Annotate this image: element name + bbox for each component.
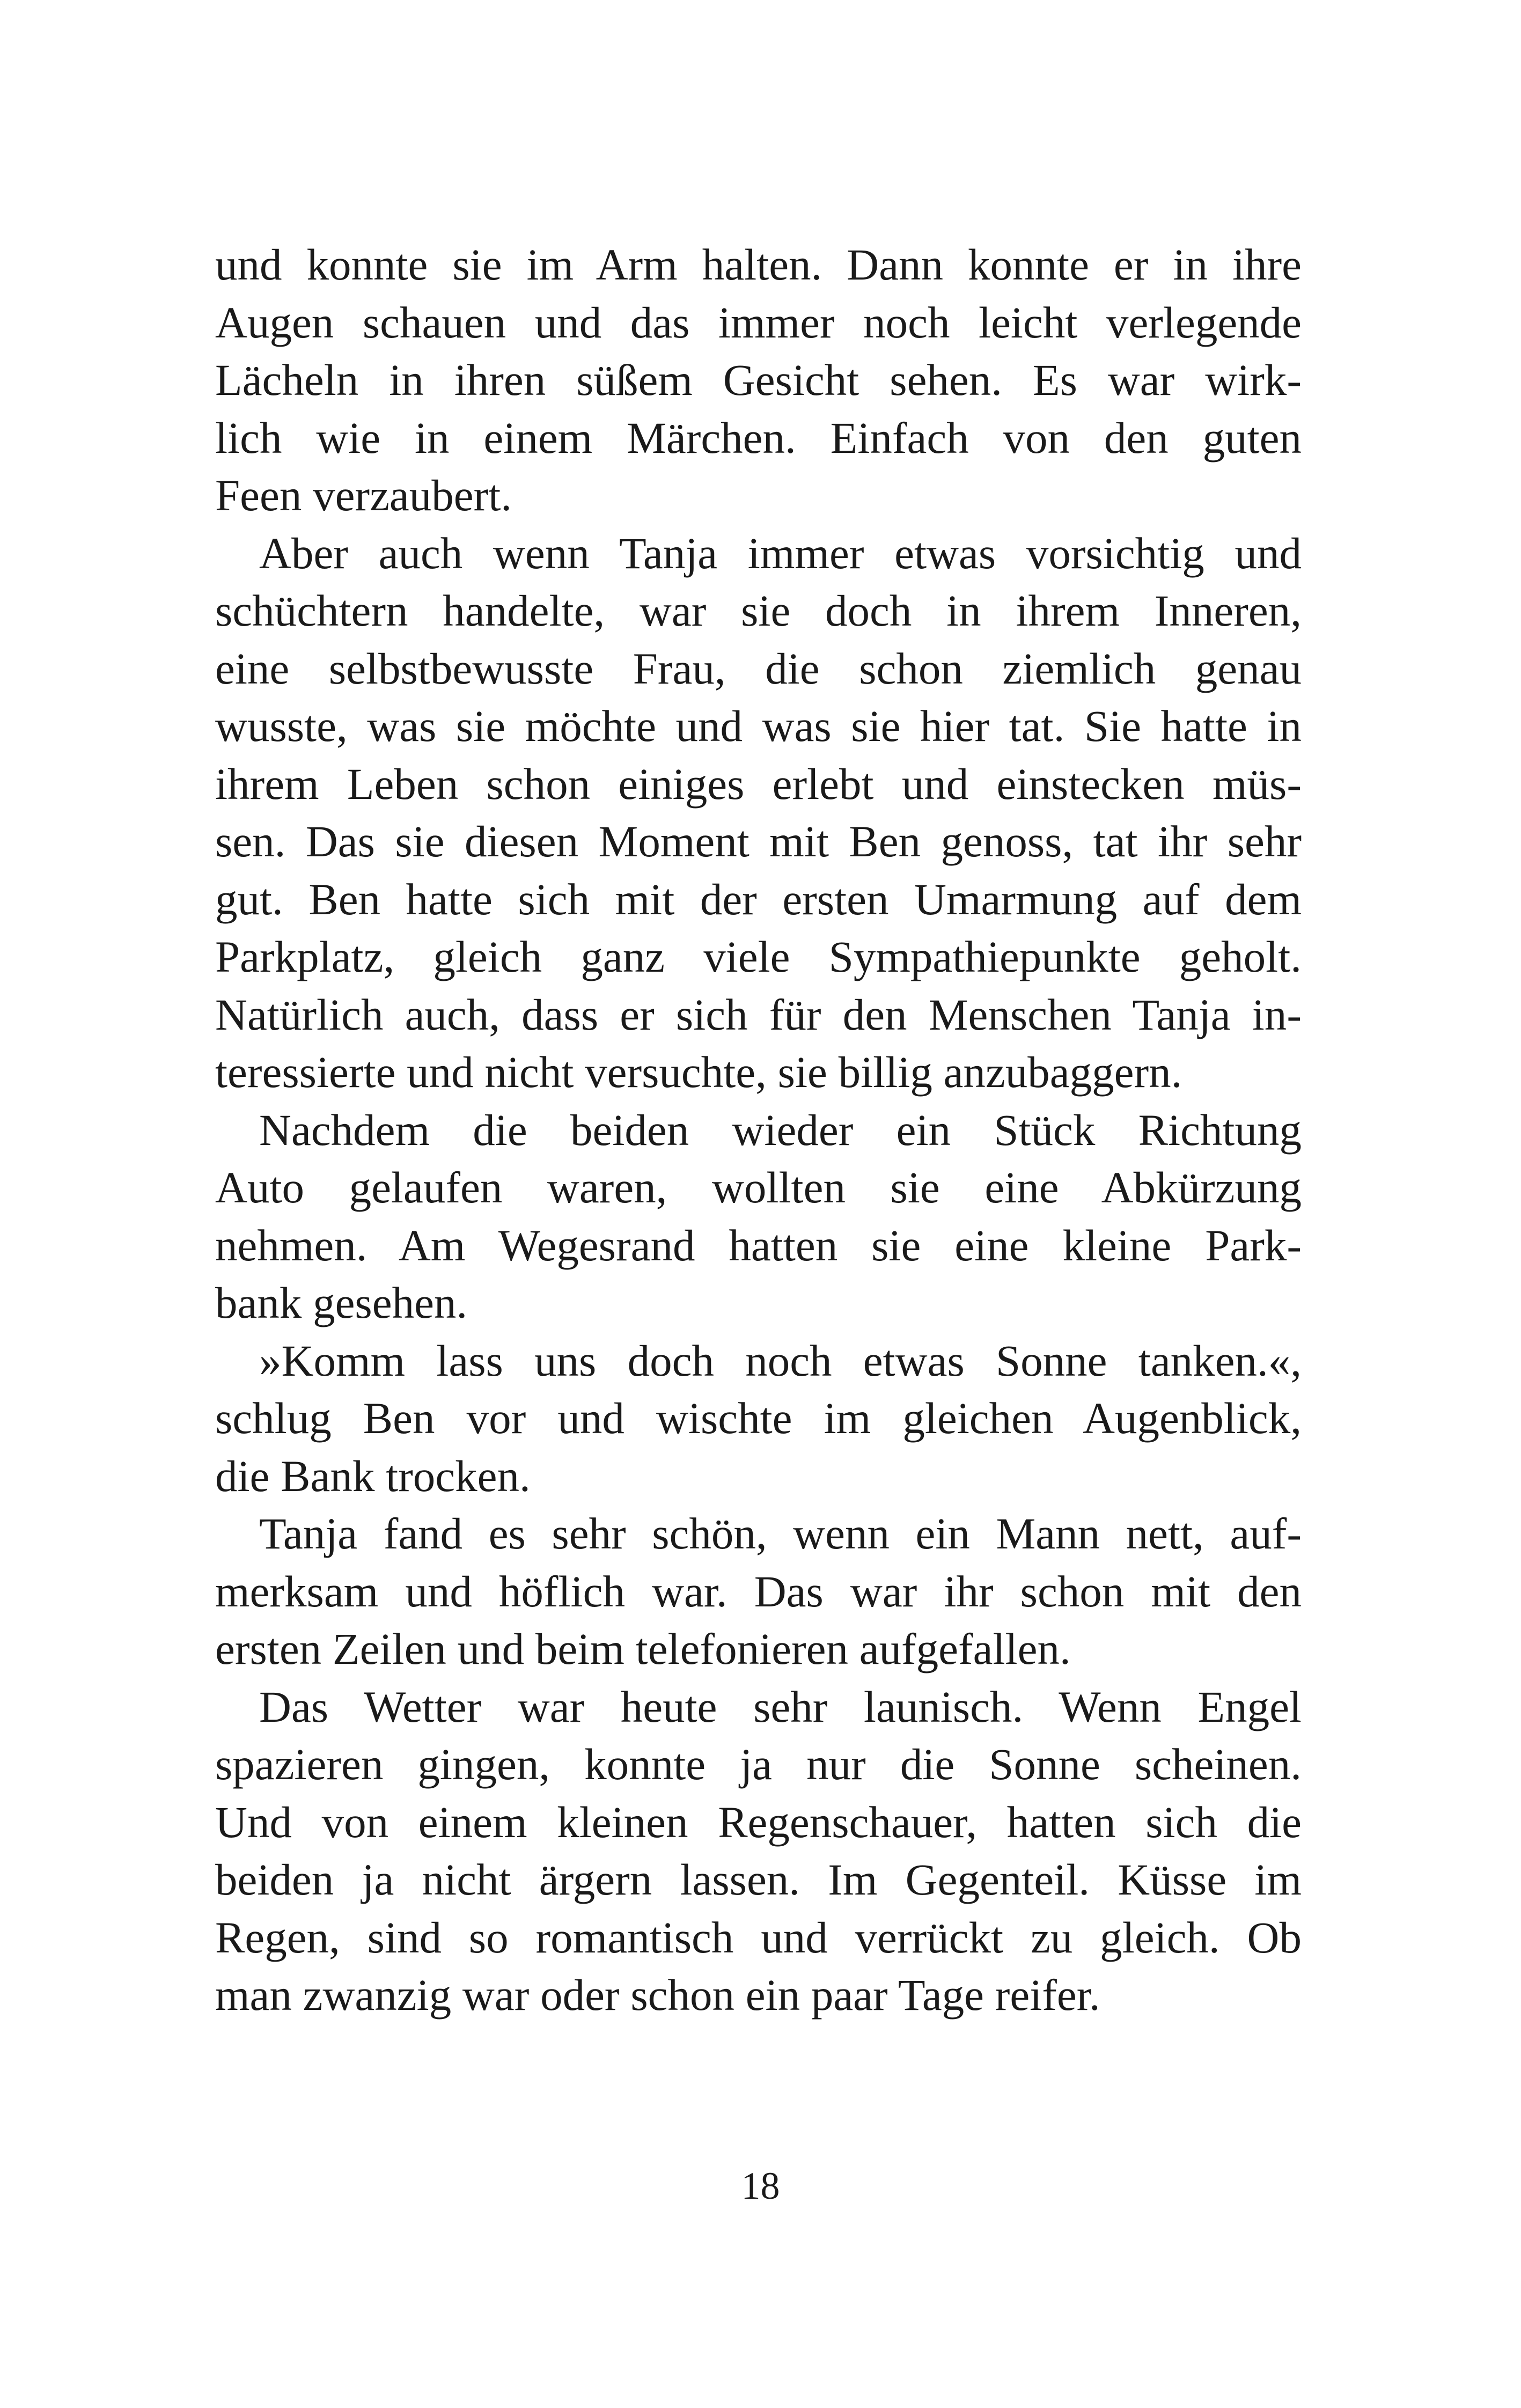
text-line: Nachdem die beiden wieder ein Stück Richtung [259,1105,1302,1155]
text-line: nehmen. Am Wegesrand hatten sie eine kleine Park- [215,1220,1302,1270]
text-line: spazieren gingen, konnte ja nur die Sonne scheinen. [215,1739,1302,1789]
text-line: eine selbstbewusste Frau, die schon ziemlich genau [215,643,1302,693]
text-line: Lächeln in ihren süßem Gesicht sehen. Es war wirk- [215,355,1302,405]
text-line: teressierte und nicht versuchte, sie billig anzubaggern. [215,1047,1182,1097]
body-text [215,236,1302,2024]
text-line: sen. Das sie diesen Moment mit Ben genoss, tat ihr sehr [215,817,1302,866]
text-line: schlug Ben vor und wischte im gleichen Augenblick, [215,1393,1302,1443]
text-line: Auto gelaufen waren, wollten sie eine Abkürzung [215,1163,1302,1212]
text-line: und konnte sie im Arm halten. Dann konnte er in ihre [215,240,1302,289]
text-line: Natürlich auch, dass er sich für den Menschen Tanja in- [215,989,1302,1039]
text-line: bank gesehen. [215,1278,468,1327]
text-line: Das Wetter war heute sehr launisch. Wenn Engel [259,1682,1302,1731]
text-line: lich wie in einem Märchen. Einfach von den guten [215,413,1302,462]
text-line: ihrem Leben schon einiges erlebt und einstecken müs- [215,759,1302,809]
text-line: Und von einem kleinen Regenschauer, hatten sich die [215,1797,1302,1847]
text-line: ersten Zeilen und beim telefonieren aufgefallen. [215,1624,1071,1673]
text-line: schüchtern handelte, war sie doch in ihrem Inneren, [215,586,1302,635]
text-line: gut. Ben hatte sich mit der ersten Umarmung auf dem [215,874,1302,924]
text-line: beiden ja nicht ärgern lassen. Im Gegenteil. Küsse im [215,1855,1302,1904]
text-line: wusste, was sie möchte und was sie hier tat. Sie hatte in [215,701,1302,751]
text-line: Feen verzaubert. [215,471,512,520]
text-line: Parkplatz, gleich ganz viele Sympathiepunkte geholt. [215,932,1302,981]
page-number: 18 [741,2164,780,2207]
text-line: Tanja fand es sehr schön, wenn ein Mann nett, auf- [259,1509,1302,1558]
text-line: merksam und höflich war. Das war ihr schon mit den [215,1566,1302,1616]
text-line: Aber auch wenn Tanja immer etwas vorsichtig und [259,528,1302,578]
text-line: »Komm lass uns doch noch etwas Sonne tanken.«, [259,1335,1302,1385]
text-line: man zwanzig war oder schon ein paar Tage reifer. [215,1970,1100,2020]
text-line: Augen schauen und das immer noch leicht verlegende [215,297,1302,347]
text-line: die Bank trocken. [215,1451,531,1501]
text-line: Regen, sind so romantisch und verrückt zu gleich. Ob [215,1912,1302,1962]
